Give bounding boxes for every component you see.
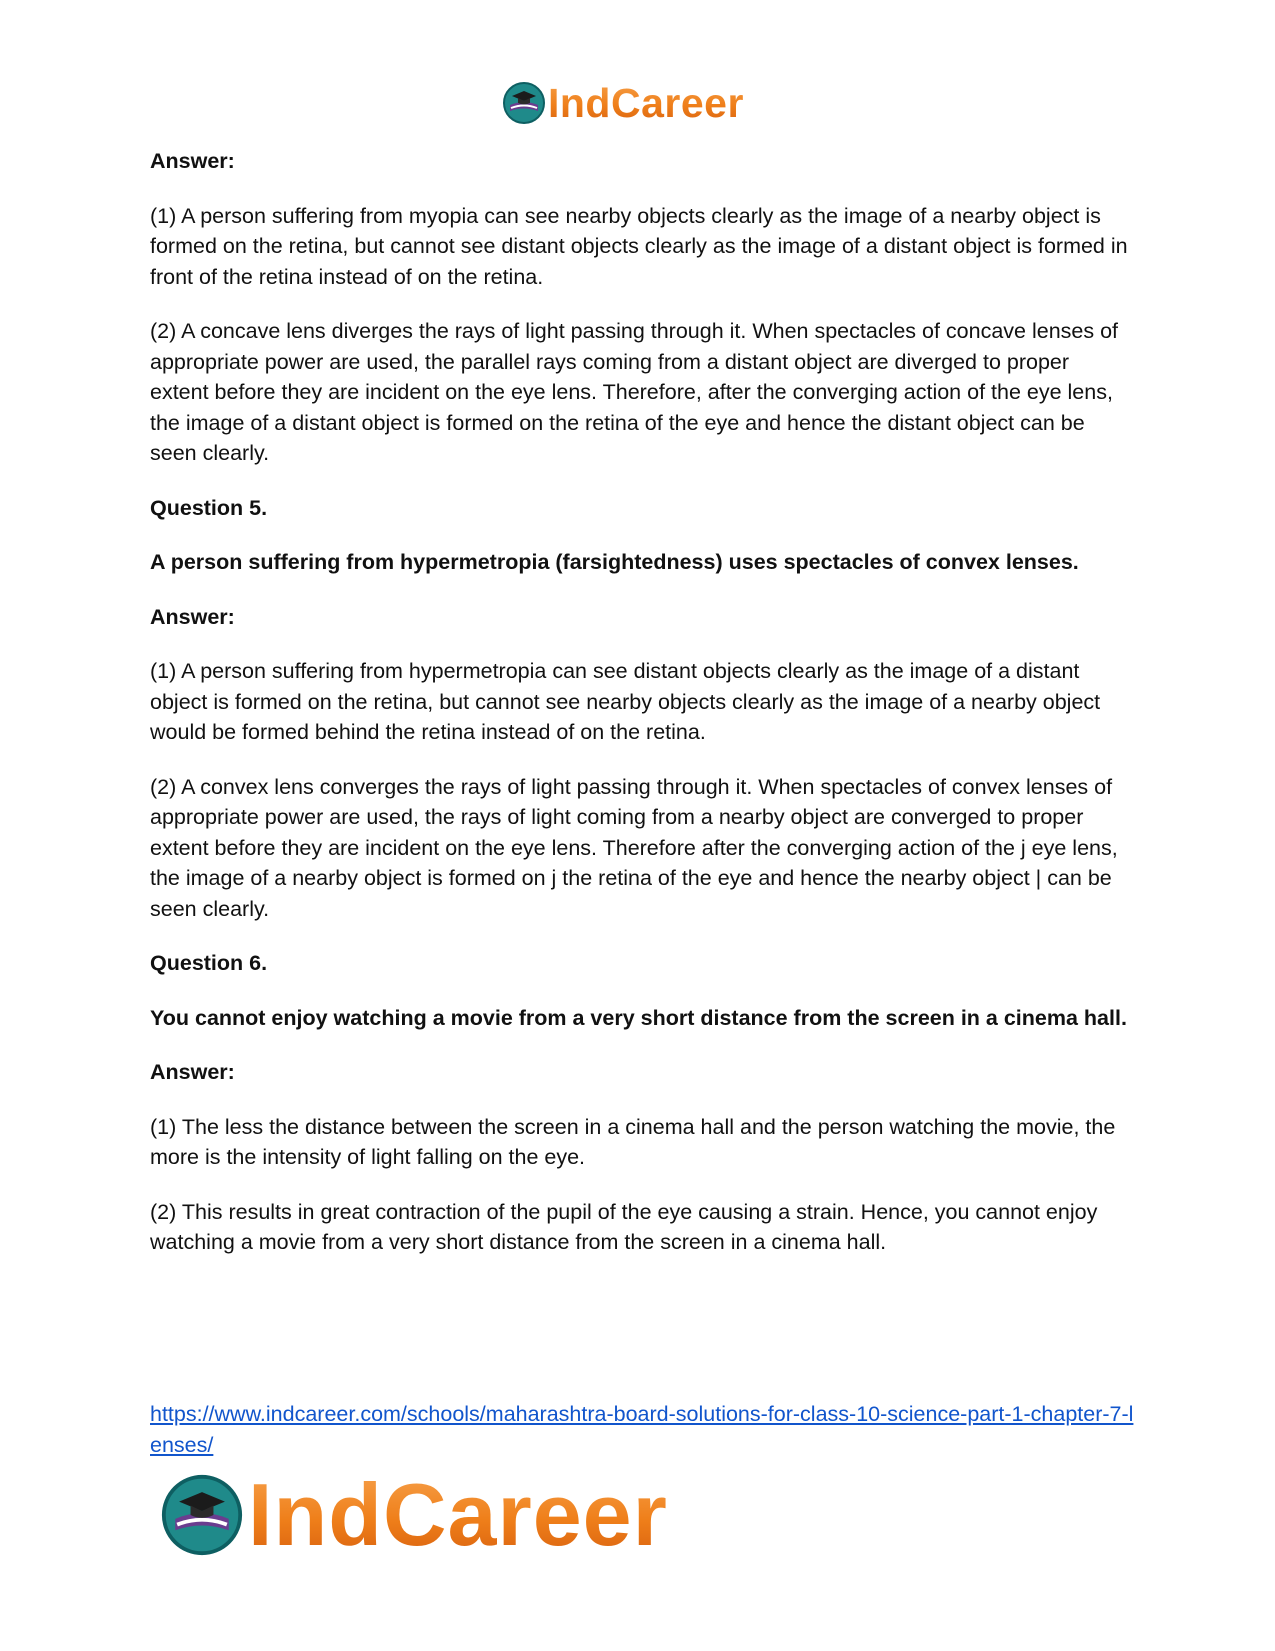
answer-paragraph: (1) A person suffering from myopia can see nearby objects clearly as the image of a nearby object is formed on the retina, but cannot see distant objects clearly as the image of a distant object is formed in front of the retina instead of on the retina. — [150, 203, 1128, 289]
source-link[interactable]: https://www.indcareer.com/schools/maharashtra-board-solutions-for-class-10-science-part-1-chapter-7-lenses/ — [150, 1402, 1134, 1457]
document-content — [150, 146, 1130, 1282]
footer-logo-text: IndCareer — [248, 1465, 668, 1564]
answer-heading: Answer: — [150, 1060, 235, 1084]
answer-heading: Answer: — [150, 604, 235, 629]
answer-paragraph: (2) A concave lens diverges the rays of light passing through it. When spectacles of concave lenses of appropriate power are used, the parallel rays coming from a distant object are diverged to proper extent before they are incident on the eye lens. Therefore, after the converging action of the eye lens, the image of a distant object is formed on the retina of the eye and hence the distant object can be seen clearly. — [150, 319, 1119, 465]
header-logo — [502, 80, 744, 126]
answer-paragraph: (2) This results in great contraction of the pupil of the eye causing a strain. Hence, you cannot enjoy watching a movie from a very short distance from the screen in a cinema hall. — [150, 1199, 1098, 1254]
answer-paragraph: (1) A person suffering from hypermetropia can see distant objects clearly as the image of a distant object is formed on the retina, but cannot see nearby objects clearly as the image of a nearby object would be formed behind the retina instead of on the retina. — [150, 659, 1101, 744]
graduation-book-icon — [502, 81, 546, 125]
question-text: A person suffering from hypermetropia (farsightedness) uses spectacles of convex lenses. — [150, 550, 1079, 574]
graduation-book-icon — [160, 1473, 244, 1557]
answer-heading: Answer: — [150, 149, 235, 173]
header-logo-text: IndCareer — [548, 80, 744, 126]
answer-paragraph: (1) The less the distance between the screen in a cinema hall and the person watching the movie, the more is the intensity of light falling on the eye. — [150, 1114, 1116, 1169]
answer-paragraph: (2) A convex lens converges the rays of light passing through it. When spectacles of convex lenses of appropriate power are used, the rays of light coming from a nearby object are converged to proper extent before they are incident on the eye lens. Therefore after the converging action of the j eye lens, the image of a nearby object is formed on j the retina of the eye and hence the nearby object | can be seen clearly. — [150, 774, 1118, 921]
question-heading: Question 5. — [150, 495, 268, 520]
question-text: You cannot enjoy watching a movie from a very short distance from the screen in a cinema hall. — [150, 1005, 1127, 1030]
footer-logo — [160, 1465, 668, 1564]
question-heading: Question 6. — [150, 951, 268, 975]
